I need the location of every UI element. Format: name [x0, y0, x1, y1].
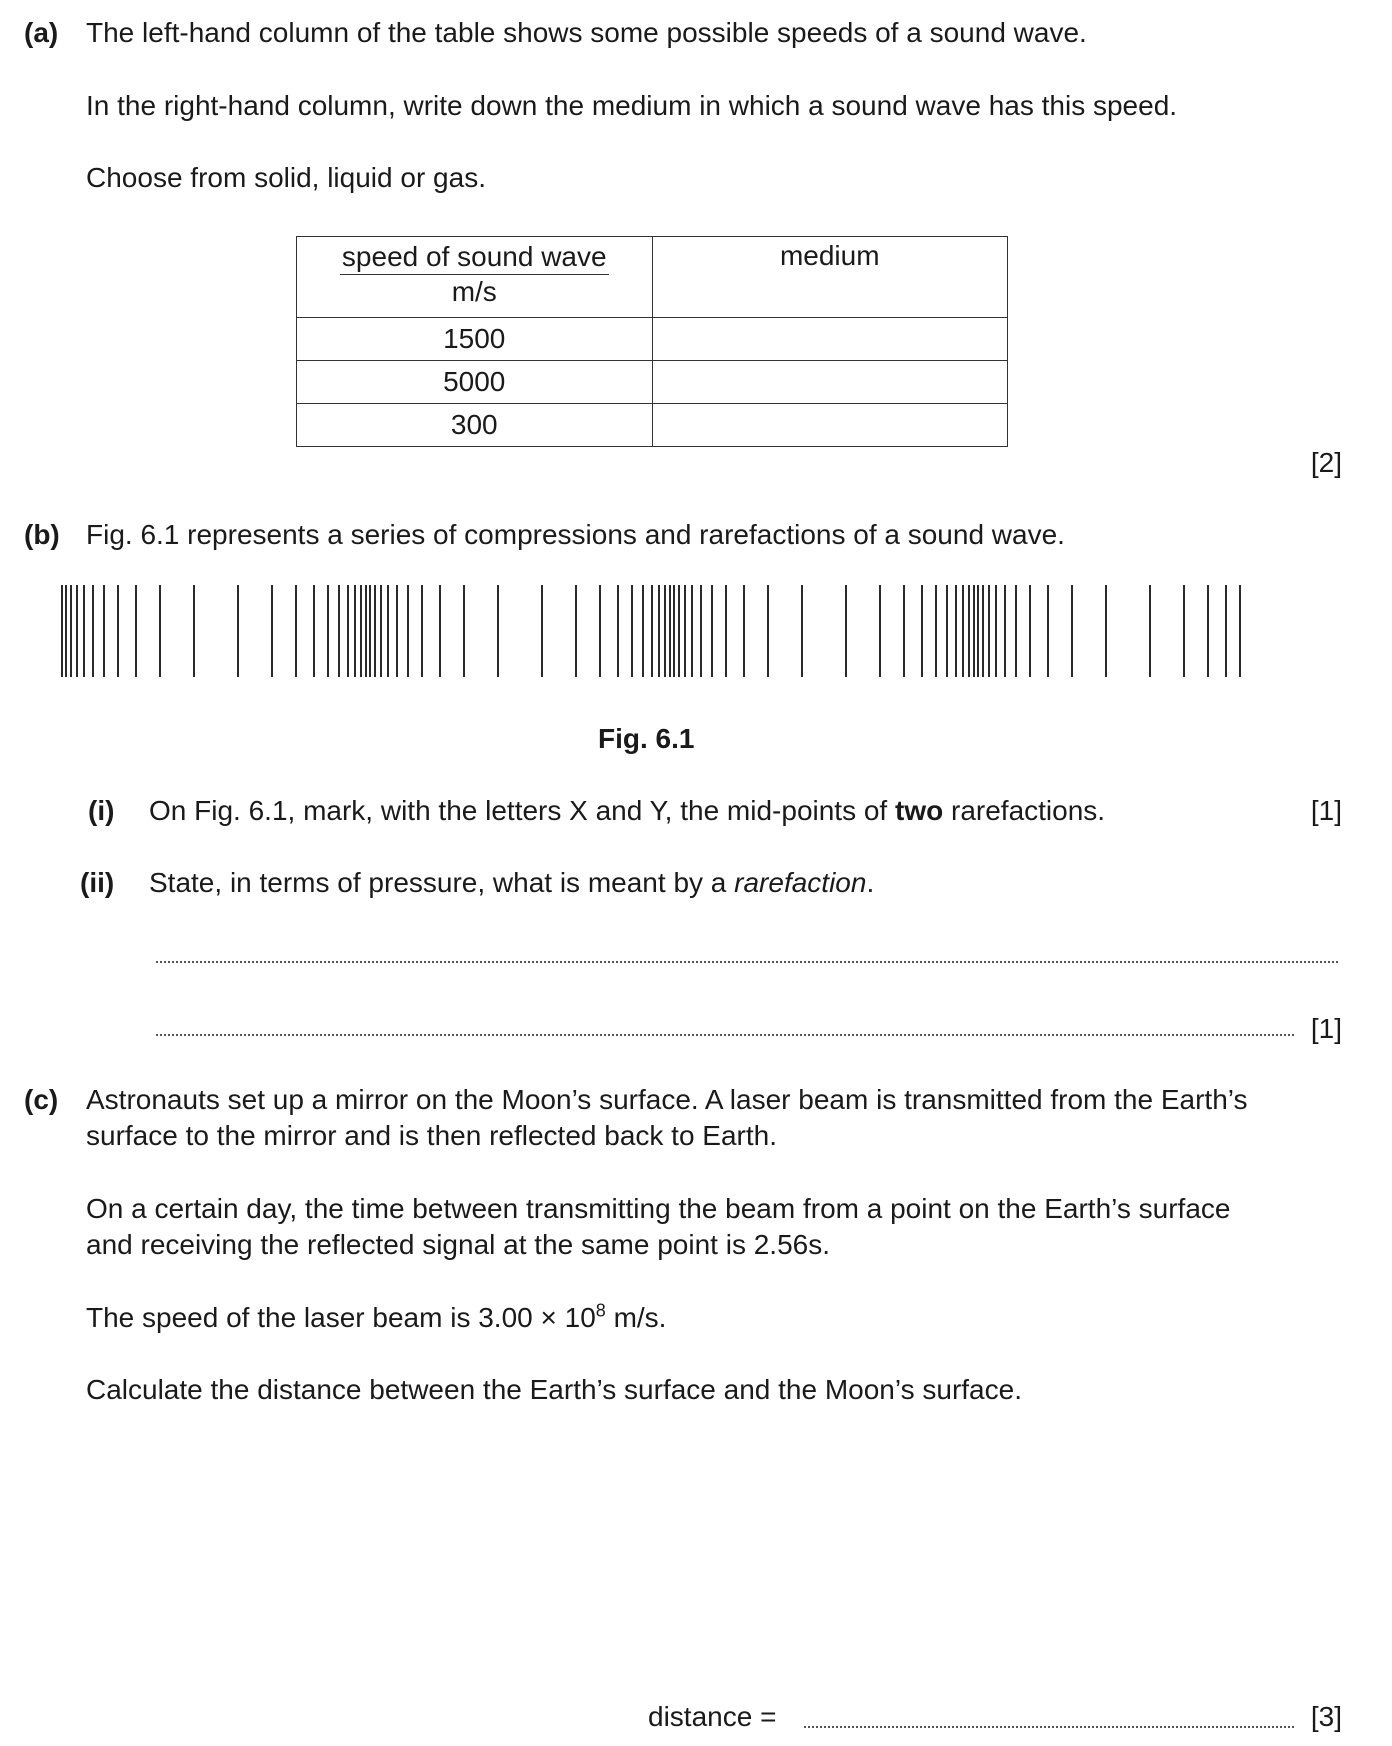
part-b-ii-text-italic: rarefaction	[734, 867, 867, 898]
medium-column-header	[652, 237, 1008, 318]
distance-answer-line[interactable]	[804, 1726, 1294, 1728]
part-a-line-3: Choose from solid, liquid or gas.	[86, 162, 486, 193]
part-c-para2-line1: On a certain day, the time between transmitting the beam from a point on the Earth’s surface	[86, 1193, 1231, 1224]
part-c-para4: Calculate the distance between the Earth’s surface and the Moon’s surface.	[86, 1374, 1022, 1405]
part-c-para1-line2: surface to the mirror and is then reflected back to Earth.	[86, 1120, 778, 1151]
part-c-para3-after: m/s.	[605, 1302, 667, 1333]
part-c-para1-line1: Astronauts set up a mirror on the Moon’s surface. A laser beam is transmitted from the Earth’s	[86, 1084, 1248, 1115]
part-a-line-2: In the right-hand column, write down the medium in which a sound wave has this speed.	[86, 90, 1178, 121]
speed-cell: 1500	[297, 318, 653, 361]
part-a-marks: [2]	[1310, 447, 1342, 478]
part-b-i-marks: [1]	[1310, 795, 1342, 826]
part-b-ii-text-before: State, in terms of pressure, what is meant by a	[149, 867, 735, 898]
medium-answer-cell[interactable]	[652, 361, 1008, 404]
figure-caption: Fig. 6.1	[598, 723, 695, 754]
medium-answer-cell[interactable]	[652, 404, 1008, 447]
table-row	[297, 361, 1008, 404]
speed-header-unit: m/s	[451, 276, 497, 307]
part-c-para3-exponent: 8	[595, 1300, 606, 1321]
part-b-label: (b)	[24, 519, 60, 550]
speed-cell: 300	[297, 404, 653, 447]
part-a-line-1: The left-hand column of the table shows some possible speeds of a sound wave.	[86, 17, 1087, 48]
part-b-ii-marks: [1]	[1310, 1013, 1342, 1044]
speed-column-header	[297, 237, 653, 318]
part-c-para2-line2: and receiving the reflected signal at the same point is 2.56s.	[86, 1229, 830, 1260]
medium-header-label: medium	[779, 240, 880, 271]
part-c-label: (c)	[24, 1084, 59, 1115]
distance-label: distance =	[648, 1701, 777, 1732]
sound-wave-figure[interactable]	[0, 585, 1392, 685]
speed-header-label: speed of sound wave	[340, 242, 609, 275]
answer-line-2[interactable]	[156, 1034, 1294, 1036]
part-b-i-text-before: On Fig. 6.1, mark, with the letters X and Y, the mid-points of	[149, 795, 895, 826]
part-b-ii-question	[149, 866, 874, 900]
part-b-i-text-after: rarefactions.	[943, 795, 1106, 826]
speed-cell: 5000	[297, 361, 653, 404]
table-header-row	[297, 237, 1008, 318]
table-row	[297, 318, 1008, 361]
part-b-i-question	[149, 794, 1105, 828]
part-c-marks: [3]	[1310, 1701, 1342, 1732]
table-row	[297, 404, 1008, 447]
speed-table	[296, 236, 1008, 447]
part-b-ii-label: (ii)	[80, 867, 115, 898]
part-c-para3	[86, 1301, 666, 1335]
answer-line-1[interactable]	[156, 961, 1338, 963]
part-b-i-label: (i)	[88, 795, 115, 826]
part-b-intro: Fig. 6.1 represents a series of compressions and rarefactions of a sound wave.	[86, 519, 1065, 550]
part-c-para3-before: The speed of the laser beam is 3.00 × 10	[86, 1302, 596, 1333]
part-b-ii-text-after: .	[866, 867, 875, 898]
part-b-i-text-bold: two	[895, 795, 944, 826]
part-a-label: (a)	[24, 17, 59, 48]
medium-answer-cell[interactable]	[652, 318, 1008, 361]
